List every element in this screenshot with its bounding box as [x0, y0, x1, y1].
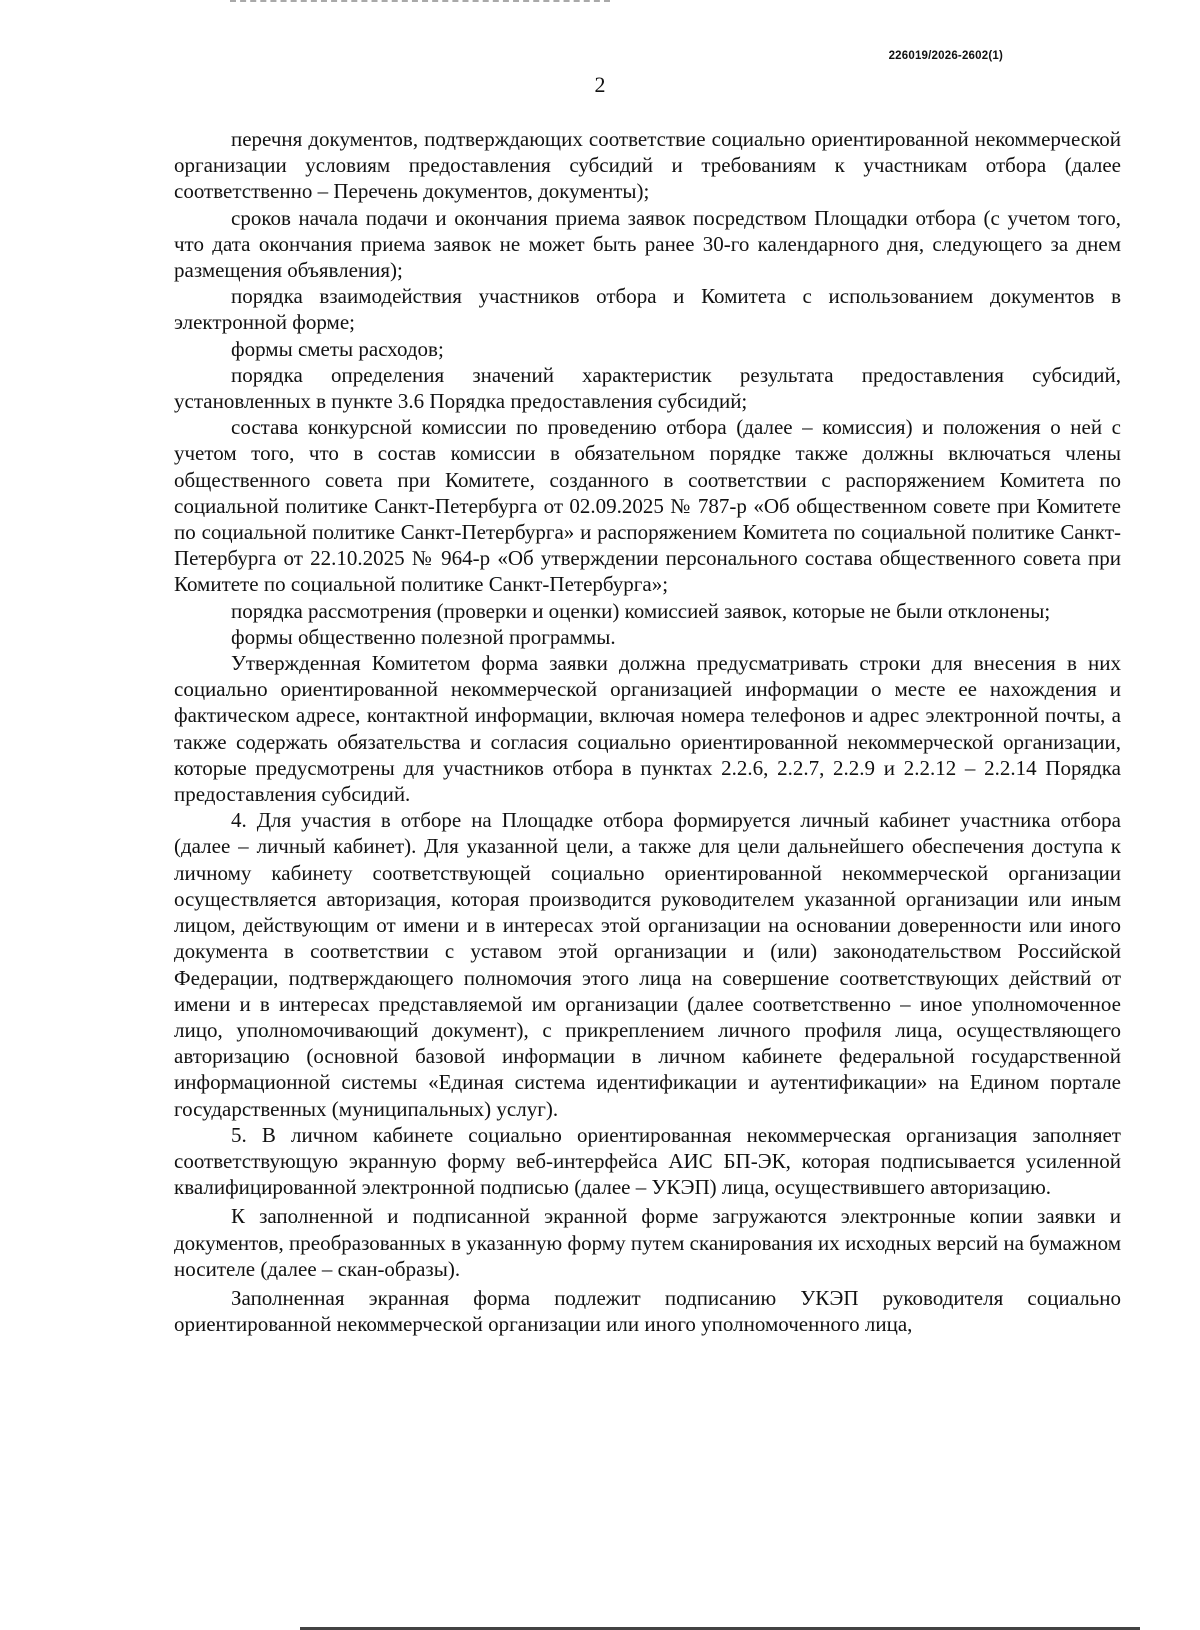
- paragraph: состава конкурсной комиссии по проведению отбора (далее – комиссия) и положения о ней с учетом того, что в состав комиссии в обязательном порядке также должны включаться члены общественного совета при Комитете, созданного в соответствии с распоряжением Комитета по социальной политике Санкт-Петербурга от 02.09.2025 № 787-р «Об общественном совете при Комитете по социальной политике Санкт-Петербурга» и распоряжением Комитета по социальной политике Санкт-Петербурга от 22.10.2025 № 964-р «Об утверждении персонального состава общественного совета при Комитете по социальной политике Санкт-Петербурга»;: [174, 415, 1121, 597]
- paragraph-item-4: 4. Для участия в отборе на Площадке отбора формируется личный кабинет участника отбора (далее – личный кабинет). Для указанной цели, а также для цели дальнейшего обеспечения доступа к личному кабинету соответствующей социально ориентированной некоммерческой организации осуществляется авторизация, которая производится руководителем указанной организации или иным лицом, действующим от имени и в интересах этой организации на основании доверенности или иного документа в соответствии с уставом этой организации и (или) законодательством Российской Федерации, подтверждающего полномочия этого лица на совершение соответствующих действий от имени и в интересах представляемой им организации (далее соответственно – иное уполномоченное лицо, уполномочивающий документ), с прикреплением личного профиля лица, осуществляющего авторизацию (основной базовой информации в личном кабинете федеральной государственной информационной системы «Единая система идентификации и аутентификации» на Едином портале государственных (муниципальных) услуг).: [174, 808, 1121, 1121]
- document-body: [174, 126, 1121, 1337]
- paragraph: формы общественно полезной программы.: [231, 624, 616, 649]
- paragraph: порядка определения значений характеристик результата предоставления субсидий, установленных в пункте 3.6 Порядка предоставления субсидий;: [174, 362, 1121, 414]
- scan-artifact-top: [230, 0, 610, 7]
- paragraph: порядка рассмотрения (проверки и оценки) комиссией заявок, которые не были отклонены;: [231, 598, 1051, 623]
- document-number: 226019/2026-2602(1): [888, 50, 1003, 62]
- paragraph: К заполненной и подписанной экранной форме загружаются электронные копии заявки и документов, преобразованных в указанную форму путем сканирования их исходных версий на бумажном носителе (далее – скан-образы).: [174, 1204, 1121, 1281]
- paragraph: формы сметы расходов;: [231, 336, 444, 361]
- paragraph: Заполненная экранная форма подлежит подписанию УКЭП руководителя социально ориентированной некоммерческой организации или иного уполномоченного лица,: [174, 1285, 1121, 1337]
- paragraph: порядка взаимодействия участников отбора и Комитета с использованием документов в электронной форме;: [174, 284, 1121, 335]
- paragraph-item-5: 5. В личном кабинете социально ориентированная некоммерческая организация заполняет соответствующую экранную форму веб-интерфейса АИС БП-ЭК, которая подписывается усиленной квалифицированной электронной подписью (далее – УКЭП) лица, осуществившего авторизацию.: [174, 1122, 1121, 1200]
- paragraph: перечня документов, подтверждающих соответствие социально ориентированной некоммерческой организации условиям предоставления субсидий и требованиям к участникам отбора (далее соответственно – Перечень документов, документы);: [174, 127, 1121, 204]
- paragraph: Утвержденная Комитетом форма заявки должна предусматривать строки для внесения в них социально ориентированной некоммерческой организацией информации о месте ее нахождения и фактическом адресе, контактной информации, включая номера телефонов и адрес электронной почты, а также содержать обязательства и согласия социально ориентированной некоммерческой организации, которые предусмотрены для участников отбора в пунктах 2.2.6, 2.2.7, 2.2.9 и 2.2.12 – 2.2.14 Порядка предоставления субсидий.: [174, 651, 1121, 807]
- paragraph: сроков начала подачи и окончания приема заявок посредством Площадки отбора (с учетом того, что дата окончания приема заявок не может быть ранее 30-го календарного дня, следующего за днем размещения объявления);: [174, 205, 1121, 283]
- page-number: 2: [594, 72, 606, 97]
